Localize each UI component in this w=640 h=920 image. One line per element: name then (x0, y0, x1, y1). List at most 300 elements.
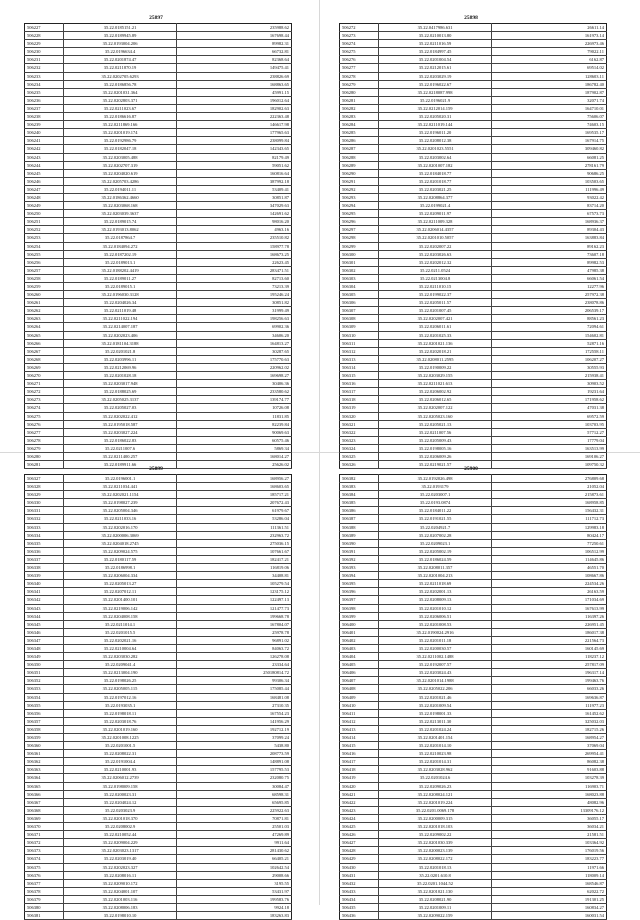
table-row (340, 64, 607, 72)
value-cell: 103364.92 (492, 839, 607, 847)
value-cell: 70871.81 (177, 814, 292, 822)
value-cell: 116903.71 (492, 782, 607, 790)
cadastral-number-cell: 35.22.0201011.18 (379, 636, 492, 644)
cadastral-number-cell: 35.22.0213004.8 (379, 274, 492, 282)
table-row (340, 266, 607, 274)
row-number-cell: 506354 (25, 693, 64, 701)
table-row (25, 56, 292, 64)
cadastral-number-cell: 35.22.0202022.412 (64, 412, 177, 420)
row-number-cell: 506283 (340, 113, 379, 121)
table-row (340, 428, 607, 436)
value-cell: 278161.79 (492, 161, 607, 169)
value-cell: 160834.27 (492, 903, 607, 911)
row-number-cell: 506272 (340, 24, 379, 32)
cadastral-number-cell: 35.22.0212014.159 (379, 104, 492, 112)
cadastral-number-cell: 35.22.0203026.63 (379, 250, 492, 258)
row-number-cell: 506428 (340, 847, 379, 855)
table-row (25, 782, 292, 790)
cadastral-number-cell: 35.22.0208011.2595 (379, 355, 492, 363)
table-row (25, 226, 292, 234)
cadastral-number-cell: 35.22.0206014.4357 (379, 226, 492, 234)
row-number-cell: 506262 (25, 307, 64, 315)
cadastral-number-cell: 35.22.0201.1044.52 (379, 879, 492, 887)
row-number-cell: 506321 (340, 420, 379, 428)
table-row (340, 412, 607, 420)
table-row (340, 790, 607, 798)
cadastral-number-cell: 35.22.0205005.115 (64, 685, 177, 693)
value-cell: 111977.23 (492, 701, 607, 709)
row-number-cell: 506415 (340, 742, 379, 750)
value-cell: 30084.47 (177, 782, 292, 790)
table-row (340, 580, 607, 588)
table-row (25, 396, 292, 404)
row-number-cell: 506366 (25, 790, 64, 798)
value-cell: 146617.98 (177, 121, 292, 129)
row-number-cell: 506257 (25, 266, 64, 274)
row-number-cell: 506396 (340, 588, 379, 596)
table-row (340, 823, 607, 831)
table-row (25, 72, 292, 80)
value-cell: 73607.18 (492, 250, 607, 258)
row-number-cell: 506407 (340, 677, 379, 685)
value-cell: 221564.73 (492, 636, 607, 644)
row-number-cell: 506370 (25, 823, 64, 831)
parcel-table (24, 474, 292, 920)
cadastral-number-cell: 35.22.0201009.54 (379, 701, 492, 709)
table-row (25, 475, 292, 483)
table-row (25, 709, 292, 717)
row-number-cell: 506315 (340, 372, 379, 380)
row-number-cell: 506368 (25, 806, 64, 814)
row-number-cell: 506346 (25, 628, 64, 636)
row-number-cell: 506371 (25, 831, 64, 839)
table-row (25, 307, 292, 315)
row-number-cell: 506419 (340, 774, 379, 782)
row-number-cell: 506273 (25, 396, 64, 404)
value-cell: 62022.72 (492, 887, 607, 895)
row-number-cell: 506299 (340, 242, 379, 250)
row-number-cell: 506286 (340, 137, 379, 145)
cadastral-number-cell: 35.22.0193004.206 (64, 40, 177, 48)
table-row (25, 895, 292, 903)
value-cell: 122497.13 (177, 596, 292, 604)
value-cell: 183223.77 (492, 855, 607, 863)
row-number-cell: 506318 (340, 396, 379, 404)
cadastral-number-cell: 35.22.0214007.187 (64, 323, 177, 331)
cadastral-number-cell: 35.22.0211019.48 (64, 307, 177, 315)
value-cell: 176019.56 (492, 847, 607, 855)
value-cell: 183263.83 (177, 912, 292, 920)
table-row (340, 372, 607, 380)
value-cell: 141956.29 (177, 717, 292, 725)
table-row (25, 823, 292, 831)
cadastral-number-cell: 35.22.0203018.76 (64, 717, 177, 725)
row-number-cell: 506266 (25, 339, 64, 347)
value-cell: 37099.24 (177, 734, 292, 742)
table-row (25, 161, 292, 169)
row-number-cell: 506430 (340, 863, 379, 871)
table-row (25, 734, 292, 742)
row-number-cell: 506401 (340, 628, 379, 636)
cadastral-number-cell: 35.22.0180117.59 (64, 555, 177, 563)
cadastral-number-cell: 35.22.0201007.45 (379, 307, 492, 315)
value-cell: 168023.88 (492, 790, 607, 798)
table-row (25, 766, 292, 774)
table-row (25, 242, 292, 250)
row-number-cell: 506380 (25, 903, 64, 911)
table-row (25, 347, 292, 355)
value-cell: 17779.04 (492, 436, 607, 444)
cadastral-number-cell: 35.22.0211023.67 (64, 104, 177, 112)
row-number-cell: 506267 (25, 347, 64, 355)
cadastral-number-cell: 35.22.0211014.1 (64, 620, 177, 628)
table-row (25, 177, 292, 185)
value-cell: 30903.52 (492, 380, 607, 388)
cadastral-number-cell: 35.22.0184018.77 (379, 169, 492, 177)
cadastral-number-cell: 35.22.0201024.6 (379, 774, 492, 782)
value-cell: 109750.32 (492, 461, 607, 469)
cadastral-number-cell: 35.22.0201028.18 (64, 372, 177, 380)
row-number-cell: 506236 (25, 96, 64, 104)
row-number-cell: 506311 (340, 339, 379, 347)
value-cell: 196317.14 (492, 669, 607, 677)
cadastral-number-cell: 35.22.0203996.11 (64, 355, 177, 363)
cadastral-number-cell: 35.22.0199021.4 (379, 202, 492, 210)
cadastral-number-cell: 35.22.0185151.21 (64, 24, 177, 32)
cadastral-number-cell: 35.22.0182047.18 (64, 145, 177, 153)
cadastral-number-cell: 35.22.0201008.53 (379, 620, 492, 628)
row-number-cell: 506374 (25, 855, 64, 863)
cadastral-number-cell: 35.22.0210023.98 (379, 750, 492, 758)
table-row (340, 912, 607, 920)
table-row (25, 299, 292, 307)
cadastral-number-cell: 35.22.0202001.13 (379, 588, 492, 596)
value-cell: 275036.15 (177, 539, 292, 547)
table-row (340, 48, 607, 56)
table-row (340, 798, 607, 806)
table-row (340, 161, 607, 169)
table-row (340, 879, 607, 887)
cadastral-number-cell: 35.22.0205023.160 (379, 412, 492, 420)
row-number-cell: 506228 (25, 32, 64, 40)
value-cell: 161973.14 (492, 32, 607, 40)
row-number-cell: 506422 (340, 798, 379, 806)
cadastral-number-cell: 35.22.0204008.158 (64, 612, 177, 620)
table-row (340, 523, 607, 531)
value-cell: 30851.87 (177, 193, 292, 201)
value-cell: 283471.51 (177, 266, 292, 274)
table-row (340, 80, 607, 88)
cadastral-number-cell: 35.22.0203068.168 (64, 202, 177, 210)
value-cell: 160145.69 (492, 644, 607, 652)
cadastral-number-cell: 35.22.0209004.229 (64, 839, 177, 847)
row-number-cell: 506232 (25, 64, 64, 72)
row-number-cell: 506376 (25, 871, 64, 879)
value-cell: 5869.34 (177, 444, 292, 452)
cadastral-number-cell: 35.22.0209023.1 (379, 539, 492, 547)
row-number-cell: 506347 (25, 636, 64, 644)
table-row (340, 104, 607, 112)
cadastral-number-cell: 35.22.0187202.19 (64, 250, 177, 258)
cadastral-number-cell: 35.22.0203024.43 (379, 669, 492, 677)
value-cell: 225922.63 (177, 806, 292, 814)
table-row (340, 396, 607, 404)
value-cell: 67573.73 (492, 210, 607, 218)
value-cell: 161452.62 (492, 709, 607, 717)
row-number-cell: 506288 (340, 153, 379, 161)
value-cell: 195246.24 (177, 291, 292, 299)
row-number-cell: 506320 (340, 412, 379, 420)
value-cell: 111361.51 (177, 523, 292, 531)
cadastral-number-cell: 35.22.0206011.61 (379, 323, 492, 331)
row-number-cell: 506316 (340, 380, 379, 388)
cadastral-number-cell: 35.22.0201014.1988 (379, 677, 492, 685)
cadastral-number-cell: 35.22.0193179 (379, 483, 492, 491)
row-number-cell: 506434 (340, 895, 379, 903)
row-number-cell: 506301 (340, 258, 379, 266)
cadastral-number-cell: 35.22.0202021.1154 (64, 491, 177, 499)
sheet-number: 25897 (149, 15, 163, 21)
row-number-cell: 506409 (340, 693, 379, 701)
cadastral-number-cell: 35.22.0209026.23 (379, 782, 492, 790)
table-row (340, 193, 607, 201)
table-row (25, 774, 292, 782)
value-cell: 93022.42 (492, 193, 607, 201)
row-number-cell: 506233 (25, 72, 64, 80)
cadastral-number-cell: 35.22.0186616.87 (64, 113, 177, 121)
row-number-cell: 506279 (340, 80, 379, 88)
row-number-cell: 506260 (25, 291, 64, 299)
table-row (340, 226, 607, 234)
table-row (25, 628, 292, 636)
cadastral-number-cell: 35.22.0202023.406 (64, 331, 177, 339)
table-row (25, 331, 292, 339)
table-row (25, 839, 292, 847)
cadastral-number-cell: 35.22.0208011.357 (379, 564, 492, 572)
cadastral-number-cell: 35.22.0189013.1 (64, 258, 177, 266)
cadastral-number-cell: 35.22.0201007.182 (379, 161, 492, 169)
row-number-cell: 506242 (25, 145, 64, 153)
cadastral-number-cell: 35.22.0211010.15 (379, 283, 492, 291)
row-number-cell: 506229 (25, 40, 64, 48)
table-row (340, 847, 607, 855)
row-number-cell: 506402 (340, 636, 379, 644)
row-number-cell: 506361 (25, 750, 64, 758)
table-row (25, 355, 292, 363)
value-cell: 269954.41 (492, 750, 607, 758)
panel-bottom-left (24, 465, 288, 920)
value-cell: 387992.18 (177, 177, 292, 185)
row-number-cell: 506319 (340, 404, 379, 412)
table-row (25, 24, 292, 32)
cadastral-number-cell: 35.22.0203021.25 (379, 185, 492, 193)
table-row (340, 499, 607, 507)
value-cell: 208773.59 (177, 750, 292, 758)
cadastral-number-cell: 35.22.0209022.159 (379, 912, 492, 920)
cadastral-number-cell: 35.22.0198010.10 (64, 912, 177, 920)
table-row (340, 56, 607, 64)
value-cell: 250180814.72 (177, 669, 292, 677)
value-cell: 129983.18 (492, 523, 607, 531)
cadastral-number-cell: 35.22.0203002.64 (379, 153, 492, 161)
row-number-cell: 506234 (25, 80, 64, 88)
value-cell: 69902.36 (177, 323, 292, 331)
table-row (25, 887, 292, 895)
value-cell: 226973.46 (492, 40, 607, 48)
row-number-cell: 506360 (25, 742, 64, 750)
cadastral-number-cell: 35.22.0207002.28 (379, 531, 492, 539)
row-number-cell: 506398 (340, 604, 379, 612)
table-row (25, 750, 292, 758)
value-cell: 182715.26 (492, 725, 607, 733)
table-row (340, 96, 607, 104)
cadastral-number-cell: 35.22.0191021.55 (379, 515, 492, 523)
table-row (25, 452, 292, 460)
row-number-cell: 506345 (25, 620, 64, 628)
value-cell: 11971.66 (492, 863, 607, 871)
value-cell: 163883.84 (492, 234, 607, 242)
cadastral-number-cell: 35.22.0205703.4286 (64, 177, 177, 185)
table-row (25, 499, 292, 507)
table-row (25, 32, 292, 40)
table-row (25, 315, 292, 323)
row-number-cell: 506348 (25, 644, 64, 652)
row-number-cell: 506425 (340, 823, 379, 831)
value-cell: 25978.78 (177, 628, 292, 636)
cadastral-number-cell: 35.22.0186856.78 (64, 80, 177, 88)
table-row (340, 169, 607, 177)
value-cell: 21052.04 (492, 483, 607, 491)
value-cell: 160816.64 (177, 169, 292, 177)
value-cell: 105279.54 (177, 580, 292, 588)
row-number-cell: 506325 (340, 452, 379, 460)
row-number-cell: 506337 (25, 555, 64, 563)
row-number-cell: 506291 (340, 177, 379, 185)
table-row (25, 104, 292, 112)
table-row (25, 113, 292, 121)
cadastral-number-cell: 35.22.0211400.257 (64, 452, 177, 460)
value-cell: 30851.82 (177, 299, 292, 307)
table-row (25, 96, 292, 104)
cadastral-number-cell: 35.22.0210001.93 (64, 766, 177, 774)
row-number-cell: 506306 (340, 299, 379, 307)
row-number-cell: 506278 (340, 72, 379, 80)
table-row (25, 806, 292, 814)
cadastral-number-cell: 35.22.0201.610.8 (379, 871, 492, 879)
row-number-cell: 506307 (340, 307, 379, 315)
table-row (25, 428, 292, 436)
table-row (340, 24, 607, 32)
row-number-cell: 506393 (340, 564, 379, 572)
value-cell: 233580.62 (177, 388, 292, 396)
table-row (340, 121, 607, 129)
value-cell: 88561.23 (492, 315, 607, 323)
row-number-cell: 506268 (25, 355, 64, 363)
value-cell: 83714.20 (492, 202, 607, 210)
row-number-cell: 506237 (25, 104, 64, 112)
value-cell: 169698.27 (177, 372, 292, 380)
table-row (340, 620, 607, 628)
cadastral-number-cell: 35.22.0201009.11 (379, 903, 492, 911)
value-cell: 142343.65 (177, 145, 292, 153)
value-cell: 199583.76 (177, 895, 292, 903)
table-row (25, 291, 292, 299)
value-cell: 68598.31 (177, 790, 292, 798)
row-number-cell: 506379 (25, 895, 64, 903)
table-row (25, 653, 292, 661)
cadastral-number-cell: 35.22.0201008.1225 (64, 734, 177, 742)
cadastral-number-cell: 35.22.0203007.1 (379, 491, 492, 499)
row-number-cell: 506239 (25, 121, 64, 129)
cadastral-number-cell: 35.22.0196634.4 (64, 48, 177, 56)
value-cell: 53431.97 (177, 887, 292, 895)
value-cell: 157795.53 (177, 766, 292, 774)
cadastral-number-cell: 35.22.0186998.1 (64, 564, 177, 572)
row-number-cell: 506339 (25, 572, 64, 580)
row-number-cell: 506355 (25, 701, 64, 709)
row-number-cell: 506277 (340, 64, 379, 72)
table-row (340, 153, 607, 161)
table-row (340, 855, 607, 863)
cadastral-number-cell: 35.22.0196021.9 (379, 96, 492, 104)
row-number-cell: 506372 (25, 839, 64, 847)
value-cell: 226951.45 (492, 620, 607, 628)
cadastral-number-cell: 35.22.0191004.4 (64, 758, 177, 766)
cadastral-number-cell: 35.22.0196011.20 (379, 129, 492, 137)
row-number-cell: 506277 (25, 428, 64, 436)
value-cell: 102642.54 (177, 863, 292, 871)
cadastral-number-cell: 35.22.0211018.69 (379, 580, 492, 588)
cadastral-number-cell: 35.22.0202705.6293 (64, 72, 177, 80)
table-row (25, 363, 292, 371)
row-number-cell: 506387 (340, 515, 379, 523)
table-row (25, 507, 292, 515)
cadastral-number-cell: 35.22.0202021.16 (64, 636, 177, 644)
table-row (25, 531, 292, 539)
table-row (340, 814, 607, 822)
sheet-number: 25898 (464, 15, 478, 21)
value-cell: 128603.11 (492, 72, 607, 80)
table-row (340, 283, 607, 291)
row-number-cell: 506350 (25, 661, 64, 669)
cadastral-number-cell: 35.22.0209011.97 (379, 210, 492, 218)
cadastral-number-cell: 35.22.0202007.122 (379, 404, 492, 412)
value-cell: 168673.25 (177, 250, 292, 258)
cadastral-number-cell: 35.22.0205022.206 (379, 685, 492, 693)
table-row (340, 444, 607, 452)
value-cell: 25501.03 (177, 823, 292, 831)
cadastral-number-cell: 35.22.0202007.421 (379, 315, 492, 323)
cadastral-number-cell: 35.22.0205009.43 (379, 436, 492, 444)
table-row (25, 677, 292, 685)
row-number-cell: 506328 (25, 483, 64, 491)
value-cell: 171958.62 (492, 396, 607, 404)
table-row (25, 193, 292, 201)
row-number-cell: 506389 (340, 531, 379, 539)
row-number-cell: 506412 (340, 717, 379, 725)
table-row (25, 258, 292, 266)
row-number-cell: 506270 (25, 372, 64, 380)
row-number-cell: 506335 (25, 539, 64, 547)
value-cell: 235988.62 (177, 24, 292, 32)
row-number-cell: 506405 (340, 661, 379, 669)
table-row (340, 323, 607, 331)
table-row (340, 452, 607, 460)
cadastral-number-cell: 35.22.0200023.139 (379, 847, 492, 855)
table-row (25, 234, 292, 242)
table-row (25, 685, 292, 693)
value-cell: 47031.38 (492, 404, 607, 412)
